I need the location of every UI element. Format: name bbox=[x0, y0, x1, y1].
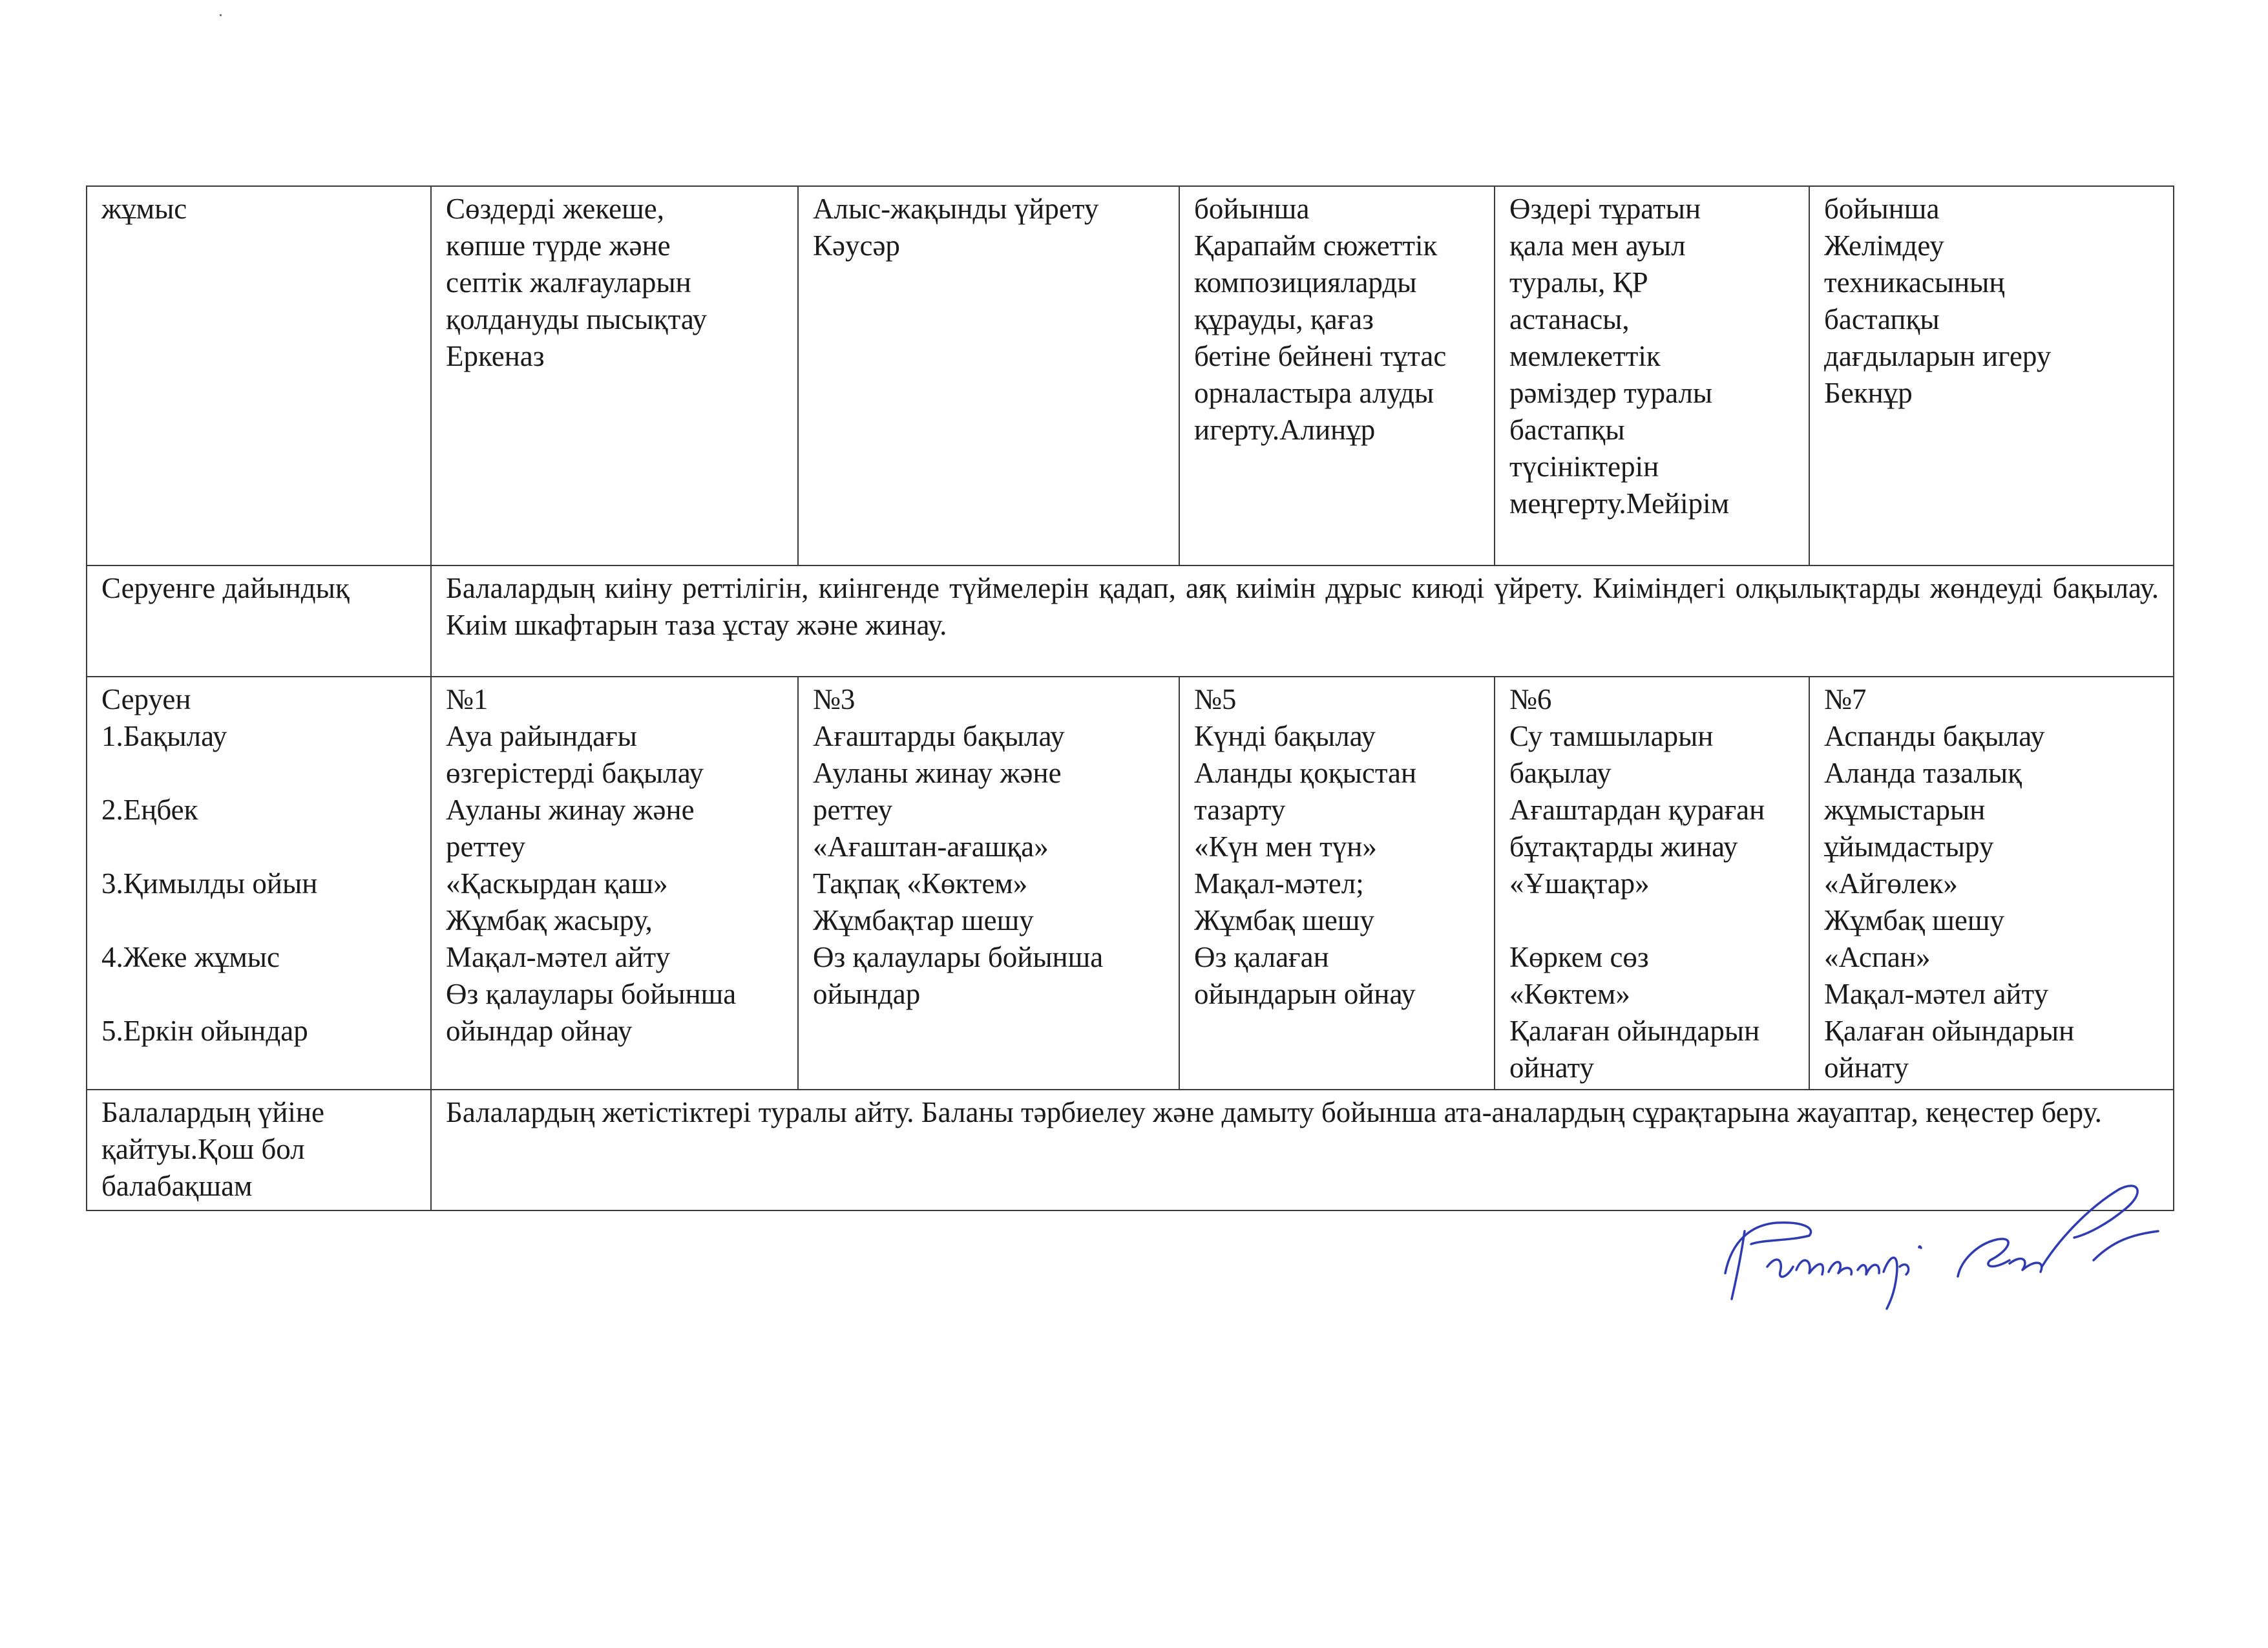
cell-walk-6: №6 Су тамшыларын бақылау Ағаштардан қураған бұтақтарды жинау «Ұшақтар» Көркем сөз «Көктем» Қалаған ойындарын ойнату bbox=[1495, 677, 1809, 1090]
cell-walk-1: №1 Ауа райындағы өзгерістерді бақылау Ауланы жинау және реттеу «Қаскырдан қаш» Жұмбақ жасыру, Мақал-мәтел айту Өз қалаулары бойынша ойындар ойнау bbox=[431, 677, 798, 1090]
cell-walk-preparation: Балалардың киіну реттілігін, киінгенде түймелерін қадап, аяқ киімін дұрыс киюді үйрету. Киіміндегі олқылықтарды жөндеуді бақылау. Киім шкафтарын таза ұстау және жинау. bbox=[431, 565, 2174, 677]
cell-work-1: Сөздерді жекеше, көпше түрде және септік жалғауларын қолдануды пысықтау Еркеназ bbox=[431, 186, 798, 565]
cell-walk-3: №3 Ағаштарды бақылау Ауланы жинау және реттеу «Ағаштан-ағашқа» Тақпақ «Көктем» Жұмбақтар шешу Өз қалаулары бойынша ойындар bbox=[798, 677, 1179, 1090]
table-row-individual-work bbox=[87, 186, 2174, 565]
row-label-going-home: Балалардың үйіне қайтуы.Қош бол балабақшам bbox=[87, 1090, 431, 1210]
cell-work-5: бойынша Желімдеу техникасының бастапқы дағдыларын игеру Бекнұр bbox=[1809, 186, 2174, 565]
cell-walk-7: №7 Аспанды бақылау Аланда тазалық жұмыстарын ұйымдастыру «Айгөлек» Жұмбақ шешу «Аспан» Мақал-мәтел айту Қалаған ойындарын ойнату bbox=[1809, 677, 2174, 1090]
row-label-walk: Серуен 1.Бақылау 2.Еңбек 3.Қимылды ойын 4.Жеке жұмыс 5.Еркін ойындар bbox=[87, 677, 431, 1090]
table-row-walk-preparation bbox=[87, 565, 2174, 677]
daily-plan-table bbox=[86, 185, 2174, 1211]
row-label-walk-preparation: Серуенге дайындық bbox=[87, 565, 431, 677]
cell-walk-5: №5 Күнді бақылау Аланды қоқыстан тазарту «Күн мен түн» Мақал-мәтел; Жұмбақ шешу Өз қалаған ойындарын ойнау bbox=[1179, 677, 1495, 1090]
cell-going-home: Балалардың жетістіктері туралы айту. Баланы тәрбиелеу және дамыту бойынша ата-аналардың сұрақтарына жауаптар, кеңестер беру. bbox=[431, 1090, 2174, 1210]
row-label-work: жұмыс bbox=[87, 186, 431, 565]
cell-work-4: Өздері тұратын қала мен ауыл туралы, ҚР астанасы, мемлекеттік рәміздер туралы бастапқы түсініктерін меңгерту.Мейірім bbox=[1495, 186, 1809, 565]
table-row-walk bbox=[87, 677, 2174, 1090]
cell-work-3: бойынша Қарапайм сюжеттік композицияларды құрауды, қағаз бетіне бейнені тұтас орналастыра алуды игерту.Алинұр bbox=[1179, 186, 1495, 565]
cell-work-2: Алыс-жақынды үйрету Кәусәр bbox=[798, 186, 1179, 565]
handwritten-signature bbox=[1706, 1163, 2171, 1331]
scan-speck bbox=[220, 14, 222, 16]
